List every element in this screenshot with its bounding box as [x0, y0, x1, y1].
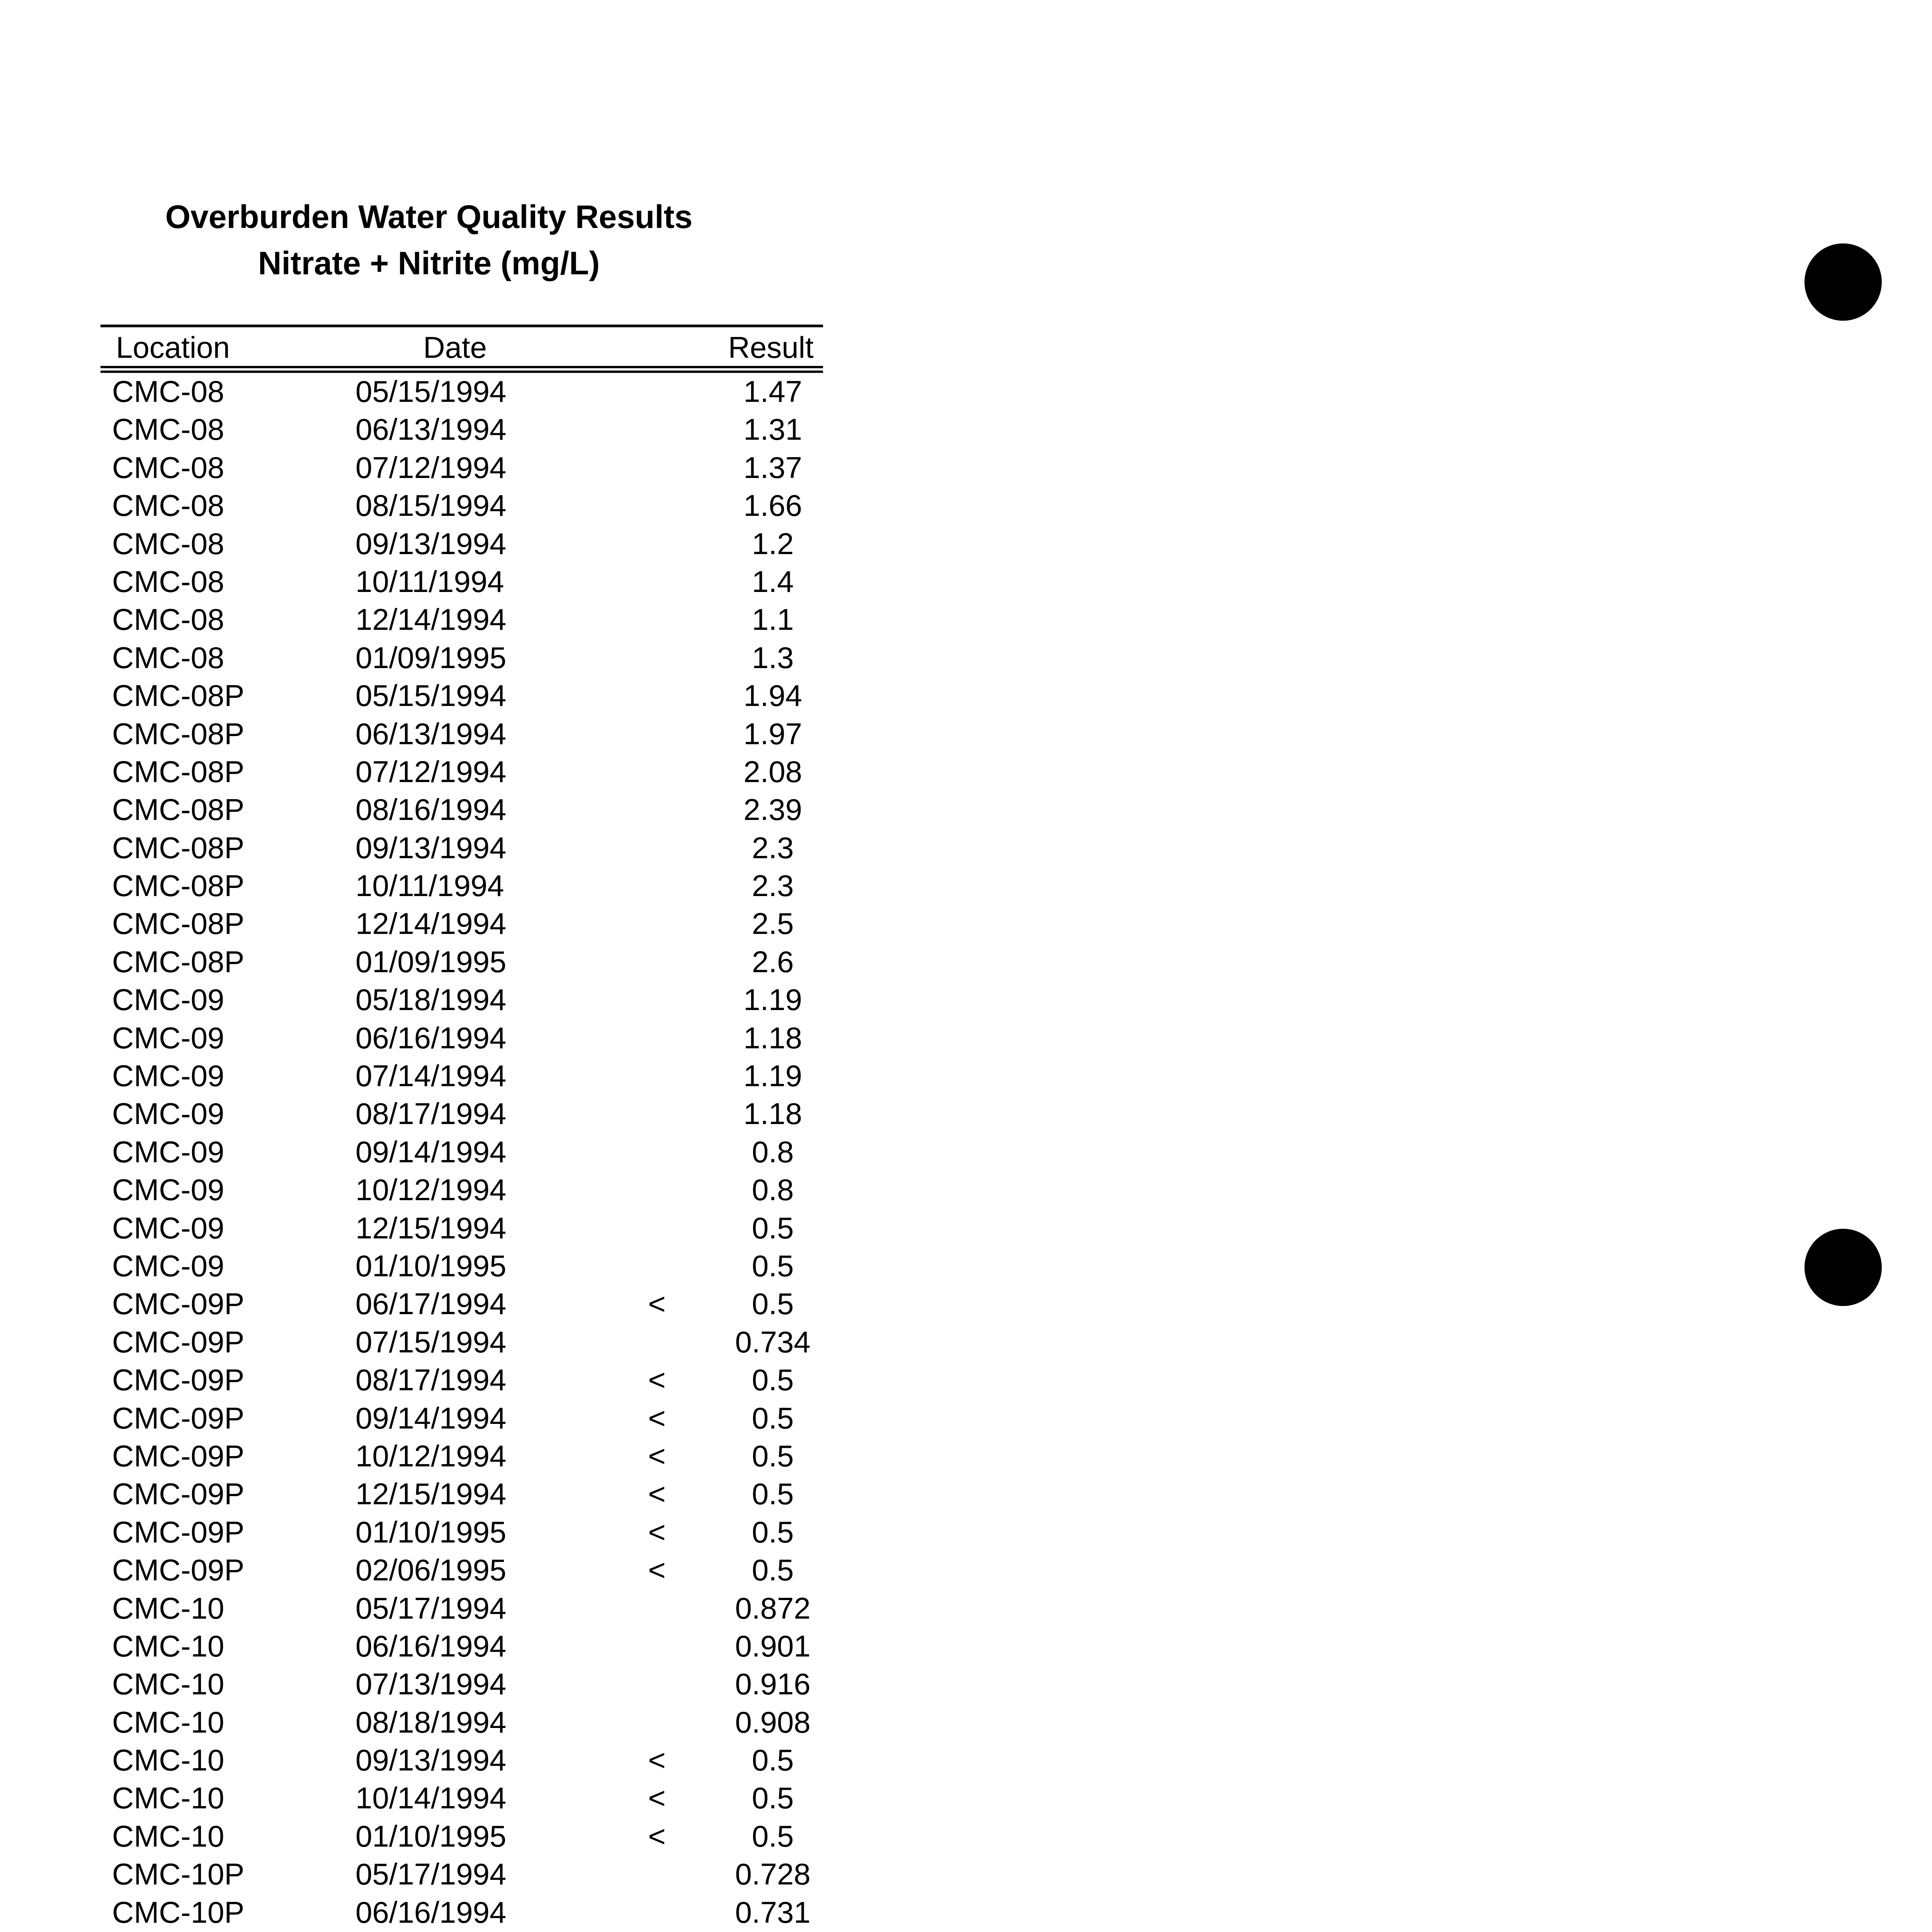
- cell-date: 07/13/1994: [355, 1667, 507, 1701]
- table-row: [100, 981, 823, 1019]
- cell-result: 0.734: [735, 1325, 811, 1359]
- cell-result: 0.5: [752, 1477, 794, 1511]
- table-row: [100, 639, 823, 677]
- cell-result: 0.5: [752, 1743, 794, 1777]
- cell-result: 1.94: [743, 679, 802, 713]
- table-row: [100, 1285, 823, 1323]
- cell-result: 1.47: [743, 374, 802, 408]
- cell-date: 01/09/1995: [355, 944, 507, 979]
- cell-date: 08/16/1994: [355, 793, 507, 827]
- cell-location: CMC-08: [112, 412, 224, 447]
- header-date: Date: [423, 330, 487, 364]
- cell-location: CMC-08: [112, 602, 224, 637]
- cell-date: 10/11/1994: [355, 869, 504, 903]
- cell-qualifier: <: [648, 1553, 666, 1587]
- cell-location: CMC-10P: [112, 1895, 245, 1929]
- header-result: Result: [728, 330, 814, 364]
- cell-result: 0.8: [752, 1173, 794, 1207]
- cell-qualifier: <: [648, 1287, 666, 1321]
- cell-result: 1.31: [743, 412, 802, 447]
- cell-result: 1.19: [743, 983, 802, 1017]
- cell-location: CMC-09P: [112, 1553, 245, 1587]
- cell-date: 07/12/1994: [355, 754, 507, 789]
- table-row: [100, 1704, 823, 1742]
- cell-location: CMC-09: [112, 1020, 224, 1055]
- table-row: [100, 1628, 823, 1665]
- table-row: [100, 373, 823, 411]
- cell-location: CMC-08P: [112, 906, 245, 941]
- cell-location: CMC-08: [112, 374, 224, 408]
- cell-date: 06/16/1994: [355, 1629, 507, 1663]
- document-subtitle: Nitrate + Nitrite (mg/L): [258, 245, 600, 281]
- cell-result: 2.5: [752, 906, 794, 941]
- cell-result: 0.5: [752, 1781, 794, 1815]
- results-table: [100, 325, 823, 1932]
- cell-date: 09/13/1994: [355, 526, 507, 561]
- cell-result: 0.872: [735, 1591, 811, 1625]
- cell-date: 07/12/1994: [355, 450, 507, 485]
- cell-location: CMC-10: [112, 1819, 224, 1853]
- cell-result: 1.66: [743, 488, 802, 523]
- table-row: [100, 1095, 823, 1133]
- cell-result: 0.731: [735, 1895, 811, 1929]
- cell-result: 2.6: [752, 944, 794, 979]
- cell-qualifier: <: [648, 1363, 666, 1397]
- cell-location: CMC-10: [112, 1743, 224, 1777]
- cell-result: 0.728: [735, 1857, 811, 1891]
- cell-result: 0.908: [735, 1705, 811, 1739]
- cell-date: 06/13/1994: [355, 412, 507, 447]
- cell-location: CMC-10: [112, 1629, 224, 1663]
- cell-location: CMC-08P: [112, 944, 245, 979]
- cell-result: 0.5: [752, 1287, 794, 1321]
- cell-date: 05/17/1994: [355, 1591, 507, 1625]
- document-title: Overburden Water Quality Results: [165, 199, 693, 235]
- cell-result: 1.18: [743, 1097, 802, 1131]
- cell-location: CMC-08: [112, 564, 224, 599]
- cell-location: CMC-09: [112, 983, 224, 1017]
- cell-date: 10/14/1994: [355, 1781, 507, 1815]
- cell-date: 01/10/1995: [355, 1515, 507, 1549]
- cell-location: CMC-09P: [112, 1325, 245, 1359]
- cell-result: 1.19: [743, 1059, 802, 1093]
- table-row: [100, 601, 823, 639]
- cell-result: 1.4: [752, 564, 794, 599]
- cell-date: 08/17/1994: [355, 1363, 507, 1397]
- cell-location: CMC-08P: [112, 830, 245, 865]
- cell-result: 1.2: [752, 526, 794, 561]
- table-row: [100, 1019, 823, 1057]
- table-row: [100, 715, 823, 753]
- table-row: [100, 1514, 823, 1551]
- cell-qualifier: <: [648, 1515, 666, 1549]
- table-row: [100, 525, 823, 563]
- cell-date: 06/13/1994: [355, 716, 507, 751]
- cell-result: 1.18: [743, 1020, 802, 1055]
- cell-date: 12/15/1994: [355, 1477, 507, 1511]
- cell-date: 05/15/1994: [355, 679, 507, 713]
- table-row: [100, 487, 823, 525]
- cell-qualifier: <: [648, 1477, 666, 1511]
- table-row: [100, 1057, 823, 1095]
- table-row: [100, 1247, 823, 1285]
- cell-result: 1.37: [743, 450, 802, 485]
- cell-result: 1.1: [752, 602, 794, 637]
- cell-location: CMC-08: [112, 640, 224, 675]
- cell-location: CMC-09P: [112, 1363, 245, 1397]
- cell-qualifier: <: [648, 1401, 666, 1435]
- cell-date: 07/15/1994: [355, 1325, 507, 1359]
- cell-location: CMC-09P: [112, 1477, 245, 1511]
- table-row: [100, 1551, 823, 1589]
- cell-result: 0.5: [752, 1211, 794, 1245]
- table-row: [100, 1894, 823, 1932]
- cell-date: 08/18/1994: [355, 1705, 507, 1739]
- cell-result: 0.5: [752, 1248, 794, 1283]
- cell-date: 05/17/1994: [355, 1857, 507, 1891]
- cell-location: CMC-08P: [112, 716, 245, 751]
- cell-location: CMC-09P: [112, 1401, 245, 1435]
- cell-result: 0.916: [735, 1667, 811, 1701]
- cell-location: CMC-09P: [112, 1287, 245, 1321]
- binder-hole-icon: [1804, 1229, 1882, 1306]
- table-row: [100, 905, 823, 943]
- cell-date: 01/09/1995: [355, 640, 507, 675]
- cell-location: CMC-09: [112, 1134, 224, 1169]
- cell-location: CMC-10P: [112, 1857, 245, 1891]
- cell-date: 06/16/1994: [355, 1895, 507, 1929]
- table-row: [100, 791, 823, 829]
- table-row: [100, 1361, 823, 1399]
- table-row: [100, 829, 823, 867]
- cell-location: CMC-08P: [112, 679, 245, 713]
- cell-date: 01/10/1995: [355, 1248, 507, 1283]
- binder-hole-icon: [1804, 243, 1882, 321]
- cell-result: 1.97: [743, 716, 802, 751]
- table-row: [100, 1133, 823, 1171]
- header-location: Location: [116, 330, 230, 364]
- table-row: [100, 1779, 823, 1817]
- cell-qualifier: <: [648, 1743, 666, 1777]
- cell-date: 07/14/1994: [355, 1059, 507, 1093]
- table-row: [100, 1400, 823, 1437]
- cell-date: 09/14/1994: [355, 1134, 507, 1169]
- cell-result: 0.5: [752, 1819, 794, 1853]
- table-row: [100, 677, 823, 715]
- table-row: [100, 1855, 823, 1893]
- cell-location: CMC-10: [112, 1591, 224, 1625]
- cell-result: 2.08: [743, 754, 802, 789]
- cell-location: CMC-09P: [112, 1515, 245, 1549]
- cell-qualifier: <: [648, 1439, 666, 1473]
- cell-date: 06/16/1994: [355, 1020, 507, 1055]
- table-row: [100, 753, 823, 791]
- cell-result: 0.5: [752, 1439, 794, 1473]
- table-body: [100, 373, 823, 1932]
- table-row: [100, 411, 823, 449]
- cell-date: 12/15/1994: [355, 1211, 507, 1245]
- cell-date: 09/13/1994: [355, 1743, 507, 1777]
- cell-result: 0.5: [752, 1401, 794, 1435]
- table-row: [100, 1475, 823, 1513]
- cell-date: 12/14/1994: [355, 906, 507, 941]
- cell-date: 02/06/1995: [355, 1553, 507, 1587]
- cell-qualifier: <: [648, 1819, 666, 1853]
- cell-location: CMC-09: [112, 1248, 224, 1283]
- table-row: [100, 563, 823, 601]
- cell-location: CMC-08: [112, 526, 224, 561]
- table-row: [100, 1171, 823, 1209]
- cell-location: CMC-09P: [112, 1439, 245, 1473]
- cell-date: 10/11/1994: [355, 564, 504, 599]
- cell-location: CMC-08P: [112, 793, 245, 827]
- cell-location: CMC-10: [112, 1667, 224, 1701]
- cell-location: CMC-09: [112, 1059, 224, 1093]
- cell-location: CMC-09: [112, 1173, 224, 1207]
- cell-location: CMC-08: [112, 488, 224, 523]
- cell-date: 10/12/1994: [355, 1173, 507, 1207]
- cell-date: 05/15/1994: [355, 374, 507, 408]
- cell-result: 0.901: [735, 1629, 811, 1663]
- cell-date: 08/17/1994: [355, 1097, 507, 1131]
- cell-result: 0.5: [752, 1515, 794, 1549]
- table-header: [100, 325, 823, 373]
- cell-result: 2.3: [752, 869, 794, 903]
- table-row: [100, 1742, 823, 1779]
- table-row: [100, 1209, 823, 1247]
- table-row: [100, 1590, 823, 1628]
- table-row: [100, 1323, 823, 1361]
- cell-date: 09/13/1994: [355, 830, 507, 865]
- table-row: [100, 1437, 823, 1475]
- cell-qualifier: <: [648, 1781, 666, 1815]
- cell-location: CMC-09: [112, 1211, 224, 1245]
- cell-date: 09/14/1994: [355, 1401, 507, 1435]
- cell-date: 05/18/1994: [355, 983, 507, 1017]
- cell-location: CMC-10: [112, 1781, 224, 1815]
- cell-date: 12/14/1994: [355, 602, 507, 637]
- table-row: [100, 1818, 823, 1855]
- cell-date: 10/12/1994: [355, 1439, 507, 1473]
- cell-date: 08/15/1994: [355, 488, 507, 523]
- cell-result: 0.5: [752, 1553, 794, 1587]
- table-row: [100, 449, 823, 487]
- table-row: [100, 867, 823, 905]
- cell-result: 0.5: [752, 1363, 794, 1397]
- cell-date: 06/17/1994: [355, 1287, 507, 1321]
- cell-location: CMC-09: [112, 1097, 224, 1131]
- cell-date: 01/10/1995: [355, 1819, 507, 1853]
- cell-location: CMC-08P: [112, 869, 245, 903]
- cell-result: 2.3: [752, 830, 794, 865]
- cell-location: CMC-10: [112, 1705, 224, 1739]
- table-row: [100, 943, 823, 981]
- cell-result: 0.8: [752, 1134, 794, 1169]
- cell-result: 1.3: [752, 640, 794, 675]
- cell-location: CMC-08P: [112, 754, 245, 789]
- cell-result: 2.39: [743, 793, 802, 827]
- cell-location: CMC-08: [112, 450, 224, 485]
- table-row: [100, 1665, 823, 1703]
